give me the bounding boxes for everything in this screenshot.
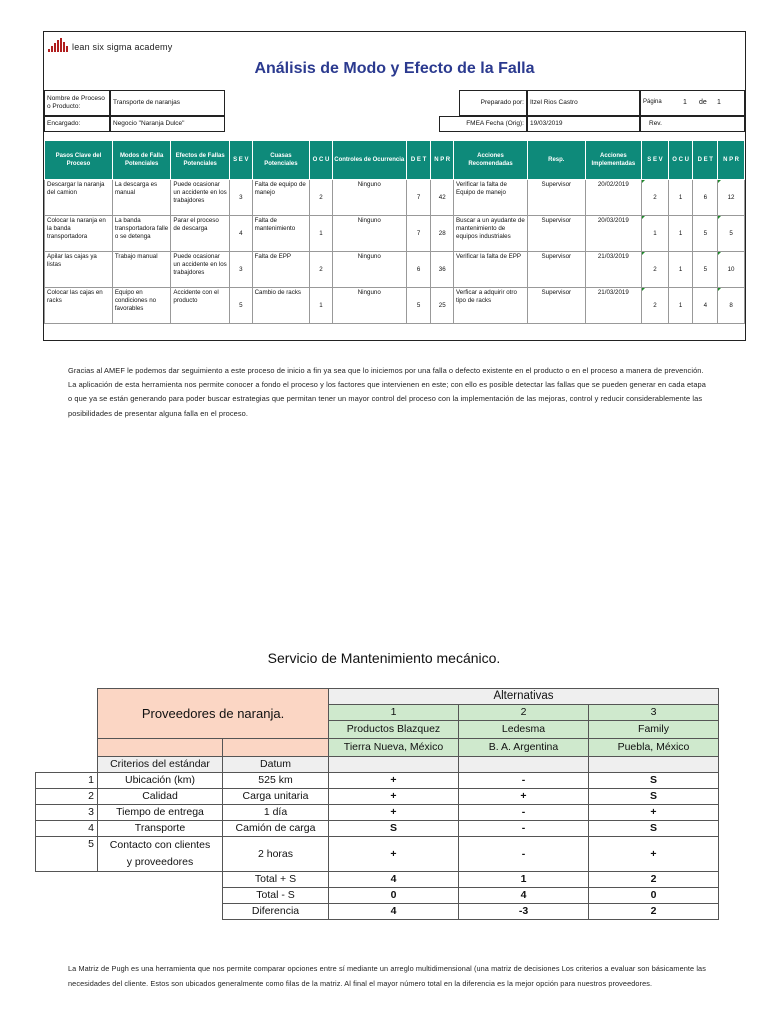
fmea-cell-cause: Falta de EPP <box>252 252 310 288</box>
fmea-cell-npr2: 5 <box>718 216 745 252</box>
criterion-row <box>36 789 719 805</box>
fmea-cell-effect: Accidente con el producto <box>171 288 230 324</box>
fmea-col-header: N P R <box>718 141 745 180</box>
alt-name-1: Productos Blazquez <box>329 721 459 739</box>
fmea-cell-npr2: 8 <box>718 288 745 324</box>
page-total: 1 <box>717 98 721 106</box>
total-row <box>36 904 719 920</box>
fmea-cell-sev: 3 <box>229 252 252 288</box>
fmea-table <box>44 140 745 324</box>
fmea-cell-ocu: 1 <box>310 216 333 252</box>
datum-header: Datum <box>223 757 329 773</box>
alt-location-2: B. A. Argentina <box>459 739 589 757</box>
fmea-cell-ocu2: 1 <box>668 180 693 216</box>
page-number: 1 <box>683 98 687 106</box>
fmea-cell-resp: Supervisor <box>528 252 586 288</box>
criterion-a2: - <box>459 821 589 837</box>
fmea-cell-sev: 4 <box>229 216 252 252</box>
fmea-cell-det: 6 <box>406 252 431 288</box>
page-de: de <box>699 98 707 106</box>
fmea-cell-npr2: 12 <box>718 180 745 216</box>
fmea-cell-mode: Trabajo manual <box>112 252 171 288</box>
fmea-cell-det2: 4 <box>693 288 718 324</box>
total-a3: 0 <box>589 888 719 904</box>
providers-label: Proveedores de naranja. <box>98 689 329 739</box>
criterion-score-3: + <box>589 837 719 872</box>
fmea-cell-effect: Parar el proceso de descarga <box>171 216 230 252</box>
fmea-header-row <box>45 141 745 180</box>
alt-number-2: 2 <box>459 705 589 721</box>
criterion-name <box>98 837 223 872</box>
rev-label: Rev. <box>640 116 745 132</box>
fmea-col-header: O C U <box>668 141 693 180</box>
criterion-a3: + <box>589 805 719 821</box>
fmea-col-header: Controles de Ocurrencia <box>332 141 406 180</box>
total-a2: -3 <box>459 904 589 920</box>
process-label: Nombre de Proceso o Producto: <box>44 90 110 116</box>
fmea-cell-sev2: 2 <box>642 252 669 288</box>
total-a1: 4 <box>329 904 459 920</box>
fmea-cell-action: Verficar a adquirir otro tipo de racks <box>454 288 528 324</box>
owner-label: Encargado: <box>44 116 110 132</box>
fmea-cell-npr: 36 <box>431 252 454 288</box>
fmea-cell-det: 7 <box>406 180 431 216</box>
fmea-col-header: D E T <box>406 141 431 180</box>
fmea-col-header: N P R <box>431 141 454 180</box>
pugh-description: La Matriz de Pugh es una herramienta que nos permite comparar opciones entre sí mediante un arreglo multidimensional (una matriz de decisiones Los criterios a evaluar son básicamente las necesidades del cliente. Estos son ubicados generalmente como filas de la matriz. Al final el mayor número total en la diferencia es la mejor opción para nuestros proveedores. <box>68 964 706 988</box>
fmea-col-header: Acciones Recomendadas <box>454 141 528 180</box>
fmea-cell-ocu: 2 <box>310 180 333 216</box>
fmea-cell-control: Ninguno <box>332 180 406 216</box>
fmea-cell-det2: 5 <box>693 252 718 288</box>
alt-location-3: Puebla, México <box>589 739 719 757</box>
criterion-datum: Camión de carga <box>223 821 329 837</box>
criterion-a3: S <box>589 773 719 789</box>
logo-text: lean six sigma academy <box>72 42 173 52</box>
criterion-a3: S <box>589 789 719 805</box>
criterion-name: Transporte <box>98 821 223 837</box>
fmea-cell-det2: 5 <box>693 216 718 252</box>
fmea-col-header: Cuasas Potenciales <box>252 141 310 180</box>
fmea-cell-ocu2: 1 <box>668 252 693 288</box>
criterion-row <box>36 773 719 789</box>
prepared-label: Preparado por: <box>459 90 527 116</box>
fmea-cell-impl: 20/02/2019 <box>585 180 642 216</box>
fmea-cell-action: Verificar la falta de Equipo de manejo <box>454 180 528 216</box>
fmea-col-header: Modos de Falla Potenciales <box>112 141 171 180</box>
fmea-sheet <box>43 31 746 341</box>
criterion-datum: 525 km <box>223 773 329 789</box>
fmea-cell-ocu: 2 <box>310 252 333 288</box>
fmea-cell-step: Colocar las cajas en racks <box>45 288 113 324</box>
criterion-score-1: + <box>329 837 459 872</box>
fmea-cell-det: 7 <box>406 216 431 252</box>
fmea-cell-npr: 25 <box>431 288 454 324</box>
criterion-n: 1 <box>36 773 98 789</box>
fmea-col-header: Pasos Clave del Proceso <box>45 141 113 180</box>
fmea-cell-mode: La descarga es manual <box>112 180 171 216</box>
fmea-cell-impl: 20/03/2019 <box>585 216 642 252</box>
fmea-cell-sev: 3 <box>229 180 252 216</box>
total-a3: 2 <box>589 904 719 920</box>
fmea-cell-sev: 5 <box>229 288 252 324</box>
alt-number-3: 3 <box>589 705 719 721</box>
criterion-score-2: - <box>459 837 589 872</box>
fmea-cell-impl: 21/03/2019 <box>585 252 642 288</box>
alternatives-label: Alternativas <box>329 689 719 705</box>
fmea-col-header: Acciones Implementadas <box>585 141 642 180</box>
fmea-cell-ocu2: 1 <box>668 216 693 252</box>
date-value: 19/03/2019 <box>527 116 640 132</box>
criterion-n: 3 <box>36 805 98 821</box>
criterion-datum: 2 horas <box>223 837 329 872</box>
fmea-cell-ocu2: 1 <box>668 288 693 324</box>
logo-bars-icon <box>48 38 68 52</box>
criterion-a2: - <box>459 805 589 821</box>
fmea-cell-npr2: 10 <box>718 252 745 288</box>
criterion-a1: S <box>329 821 459 837</box>
criterion-a1: + <box>329 773 459 789</box>
fmea-cell-resp: Supervisor <box>528 216 586 252</box>
fmea-cell-ocu: 1 <box>310 288 333 324</box>
fmea-col-header: O C U <box>310 141 333 180</box>
total-a3: 2 <box>589 872 719 888</box>
criterion-name: Tiempo de entrega <box>98 805 223 821</box>
criterion-n: 4 <box>36 821 98 837</box>
criterion-name: Ubicación (km) <box>98 773 223 789</box>
logo <box>48 38 172 52</box>
fmea-col-header: S E V <box>642 141 669 180</box>
criterion-name-line2: y proveedores <box>126 856 194 868</box>
criterion-name: Calidad <box>98 789 223 805</box>
fmea-description: Gracias al AMEF le podemos dar seguimiento a este proceso de inicio a fin ya sea que lo iniciemos por una falla o defecto existente en el producto o en el proceso a manera de prevención. La aplicación de esta herramienta nos permite conocer a fondo el proceso y los factores que intervienen en este; con ello es posible detectar las fallas que se pueden generar en cada etapa o que ya se están generando para poder buscar estrategias que permitan tener un mayor control del proceso con la implementación de las mejoras, control y reducir considerablemente las posibilidades de presentar alguna falla en el proceso. <box>68 366 706 418</box>
fmea-cell-mode: La banda transportadora falle o se detenga <box>112 216 171 252</box>
fmea-cell-sev2: 1 <box>642 216 669 252</box>
owner-value: Negocio "Naranja Dulce" <box>110 116 225 132</box>
criterion-a2: + <box>459 789 589 805</box>
fmea-cell-mode: Equipo en condiciones no favorables <box>112 288 171 324</box>
fmea-cell-det2: 6 <box>693 180 718 216</box>
fmea-cell-action: Buscar a un ayudante de mantenimiento de equipos industriales <box>454 216 528 252</box>
criterion-row <box>36 821 719 837</box>
page-label: Página <box>643 99 662 106</box>
fmea-cell-step: Descargar la naranja del camion <box>45 180 113 216</box>
date-label: FMEA Fecha (Orig): <box>439 116 527 132</box>
fmea-cell-step: Apilar las cajas ya listas <box>45 252 113 288</box>
fmea-cell-control: Ninguno <box>332 252 406 288</box>
total-label: Diferencia <box>223 904 329 920</box>
criterion-a1: + <box>329 805 459 821</box>
criterion-number: 5 <box>36 837 98 872</box>
total-label: Total - S <box>223 888 329 904</box>
pugh-title: Servicio de Mantenimiento mecánico. <box>267 650 501 666</box>
fmea-cell-cause: Cambio de racks <box>252 288 310 324</box>
fmea-cell-action: Verificar la falta de EPP <box>454 252 528 288</box>
alt-name-2: Ledesma <box>459 721 589 739</box>
fmea-cell-effect: Puede ocasionar un accidente en los trabajdores <box>171 180 230 216</box>
criterion-row <box>36 805 719 821</box>
criterion-a2: - <box>459 773 589 789</box>
fmea-col-header: S E V <box>229 141 252 180</box>
total-a2: 4 <box>459 888 589 904</box>
criteria-header: Criterios del estándar <box>98 757 223 773</box>
total-a1: 4 <box>329 872 459 888</box>
total-a1: 0 <box>329 888 459 904</box>
pugh-matrix <box>35 688 719 920</box>
alt-name-3: Family <box>589 721 719 739</box>
fmea-cell-npr: 42 <box>431 180 454 216</box>
fmea-row <box>45 180 745 216</box>
criterion-name-line1: Contacto con clientes <box>109 839 211 851</box>
fmea-cell-sev2: 2 <box>642 288 669 324</box>
alt-number-1: 1 <box>329 705 459 721</box>
fmea-col-header: Efectos de Fallas Potenciales <box>171 141 230 180</box>
fmea-cell-npr: 28 <box>431 216 454 252</box>
total-a2: 1 <box>459 872 589 888</box>
fmea-row <box>45 288 745 324</box>
criterion-n: 2 <box>36 789 98 805</box>
process-value: Transporte de naranjas <box>110 90 225 116</box>
alt-location-1: Tierra Nueva, México <box>329 739 459 757</box>
fmea-cell-effect: Puede ocasionar un accidente en los trabajdores <box>171 252 230 288</box>
fmea-cell-control: Ninguno <box>332 216 406 252</box>
criterion-a1: + <box>329 789 459 805</box>
page-box <box>640 90 745 116</box>
fmea-row <box>45 252 745 288</box>
fmea-col-header: D E T <box>693 141 718 180</box>
criterion-datum: 1 día <box>223 805 329 821</box>
total-label: Total + S <box>223 872 329 888</box>
criterion-datum: Carga unitaria <box>223 789 329 805</box>
fmea-cell-cause: Falta de equipo de manejo <box>252 180 310 216</box>
criterion-a3: S <box>589 821 719 837</box>
fmea-cell-control: Ninguno <box>332 288 406 324</box>
fmea-cell-cause: Falta de mantenimiento <box>252 216 310 252</box>
fmea-cell-resp: Supervisor <box>528 288 586 324</box>
fmea-row <box>45 216 745 252</box>
fmea-cell-resp: Supervisor <box>528 180 586 216</box>
fmea-cell-sev2: 2 <box>642 180 669 216</box>
total-row <box>36 872 719 888</box>
fmea-cell-impl: 21/03/2019 <box>585 288 642 324</box>
fmea-cell-det: 5 <box>406 288 431 324</box>
fmea-title: Análisis de Modo y Efecto de la Falla <box>254 60 535 77</box>
fmea-col-header: Resp. <box>528 141 586 180</box>
prepared-value: Itzel Rios Castro <box>527 90 640 116</box>
fmea-cell-step: Colocar la naranja en la banda transportadora <box>45 216 113 252</box>
total-row <box>36 888 719 904</box>
